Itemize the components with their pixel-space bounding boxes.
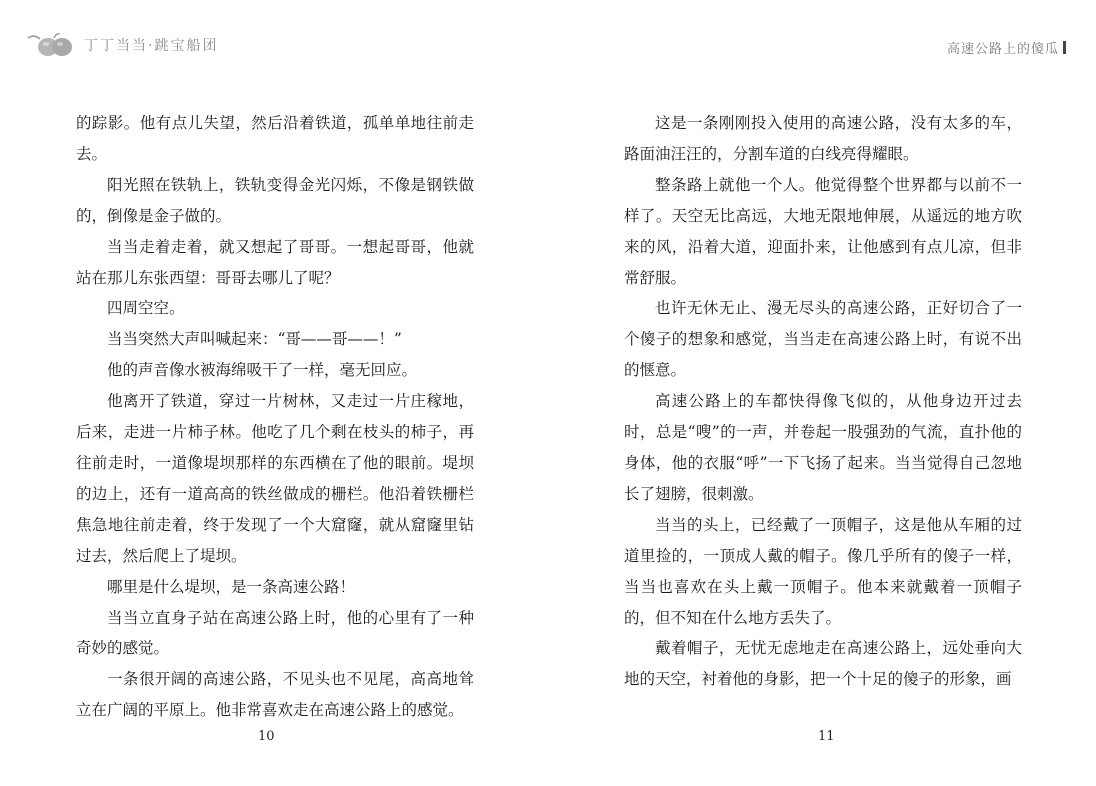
paragraph: 整条路上就他一个人。他觉得整个世界都与以前不一样了。天空无比高远，大地无限地伸展，从遥远的地方吹来的风，沿着大道，迎面扑来，让他感到有点儿凉，但非常舒服。 (624, 175, 1022, 287)
paragraph: 阳光照在铁轨上，铁轨变得金光闪烁，不像是钢铁做的，倒像是金子做的。 (76, 175, 474, 225)
paragraph: 高速公路上的车都快得像飞似的，从他身边开过去时，总是“嗖”的一声，并卷起一股强劲的气流，直扑他的身体，他的衣服“呼”一下飞扬了起来。当当觉得自己忽地长了翅膀，很刺激。 (624, 392, 1022, 503)
paragraph: 当当的头上，已经戴了一顶帽子，这是他从车厢的过道里捡的，一顶成人戴的帽子。像几乎所有的傻子一样，当当也喜欢在头上戴一顶帽子。他本来就戴着一顶帽子的，但不知在什么地方丢失了。 (624, 515, 1022, 627)
series-title: 丁丁当当·跳宝船团 (84, 38, 219, 54)
header-bar-icon (1063, 41, 1066, 54)
paragraph: 他的声音像水被海绵吸干了一样，毫无回应。 (107, 361, 418, 380)
chapter-header (947, 38, 1066, 57)
paragraph: 戴着帽子，无忧无虑地走在高速公路上，远处垂向大地的天空，衬着他的身影，把一个十足的傻子的形象，画 (624, 639, 1022, 689)
series-header (26, 30, 218, 60)
paragraph: 一条很开阔的高速公路，不见头也不见尾，高高地耸立在广阔的平原上。他非常喜欢走在高速公路上的感觉。 (76, 670, 474, 720)
right-page-text (624, 108, 1022, 695)
paragraph: 当当走着走着，就又想起了哥哥。一想起哥哥，他就站在那儿东张西望：哥哥去哪儿了呢？ (76, 237, 474, 287)
page-number-left: 10 (258, 729, 275, 744)
bean-pod-logo-icon (26, 30, 78, 60)
paragraph: 他离开了铁道，穿过一片树林，又走过一片庄稼地，后来，走进一片柿子林。他吃了几个剩在枝头的柿子，再往前走时，一道像堤坝那样的东西横在了他的眼前。堤坝的边上，还有一道高高的铁丝做成的栅栏。他沿着铁栅栏焦急地往前走着，终于发现了一个大窟窿，就从窟窿里钻过去，然后爬上了堤坝。 (76, 392, 474, 565)
paragraph: 也许无休无止、漫无尽头的高速公路，正好切合了一个傻子的想象和感觉，当当走在高速公路上时，有说不出的惬意。 (624, 299, 1022, 380)
paragraph: 这是一条刚刚投入使用的高速公路，没有太多的车，路面油汪汪的，分割车道的白线亮得耀眼。 (624, 114, 1022, 163)
paragraph: 哪里是什么堤坝，是一条高速公路！ (107, 577, 356, 596)
chapter-title: 高速公路上的傻瓜 (946, 42, 1059, 57)
paragraph: 四周空空。 (107, 299, 185, 318)
left-page-text (76, 108, 474, 726)
paragraph: 的踪影。他有点儿失望，然后沿着铁道，孤单单地往前走去。 (76, 114, 474, 163)
right-page (548, 0, 1096, 786)
paragraph: 当当立直身子站在高速公路上时，他的心里有了一种奇妙的感觉。 (76, 608, 474, 658)
paragraph: 当当突然大声叫喊起来：“哥——哥——！” (107, 330, 402, 349)
page-number-right: 11 (818, 729, 835, 744)
